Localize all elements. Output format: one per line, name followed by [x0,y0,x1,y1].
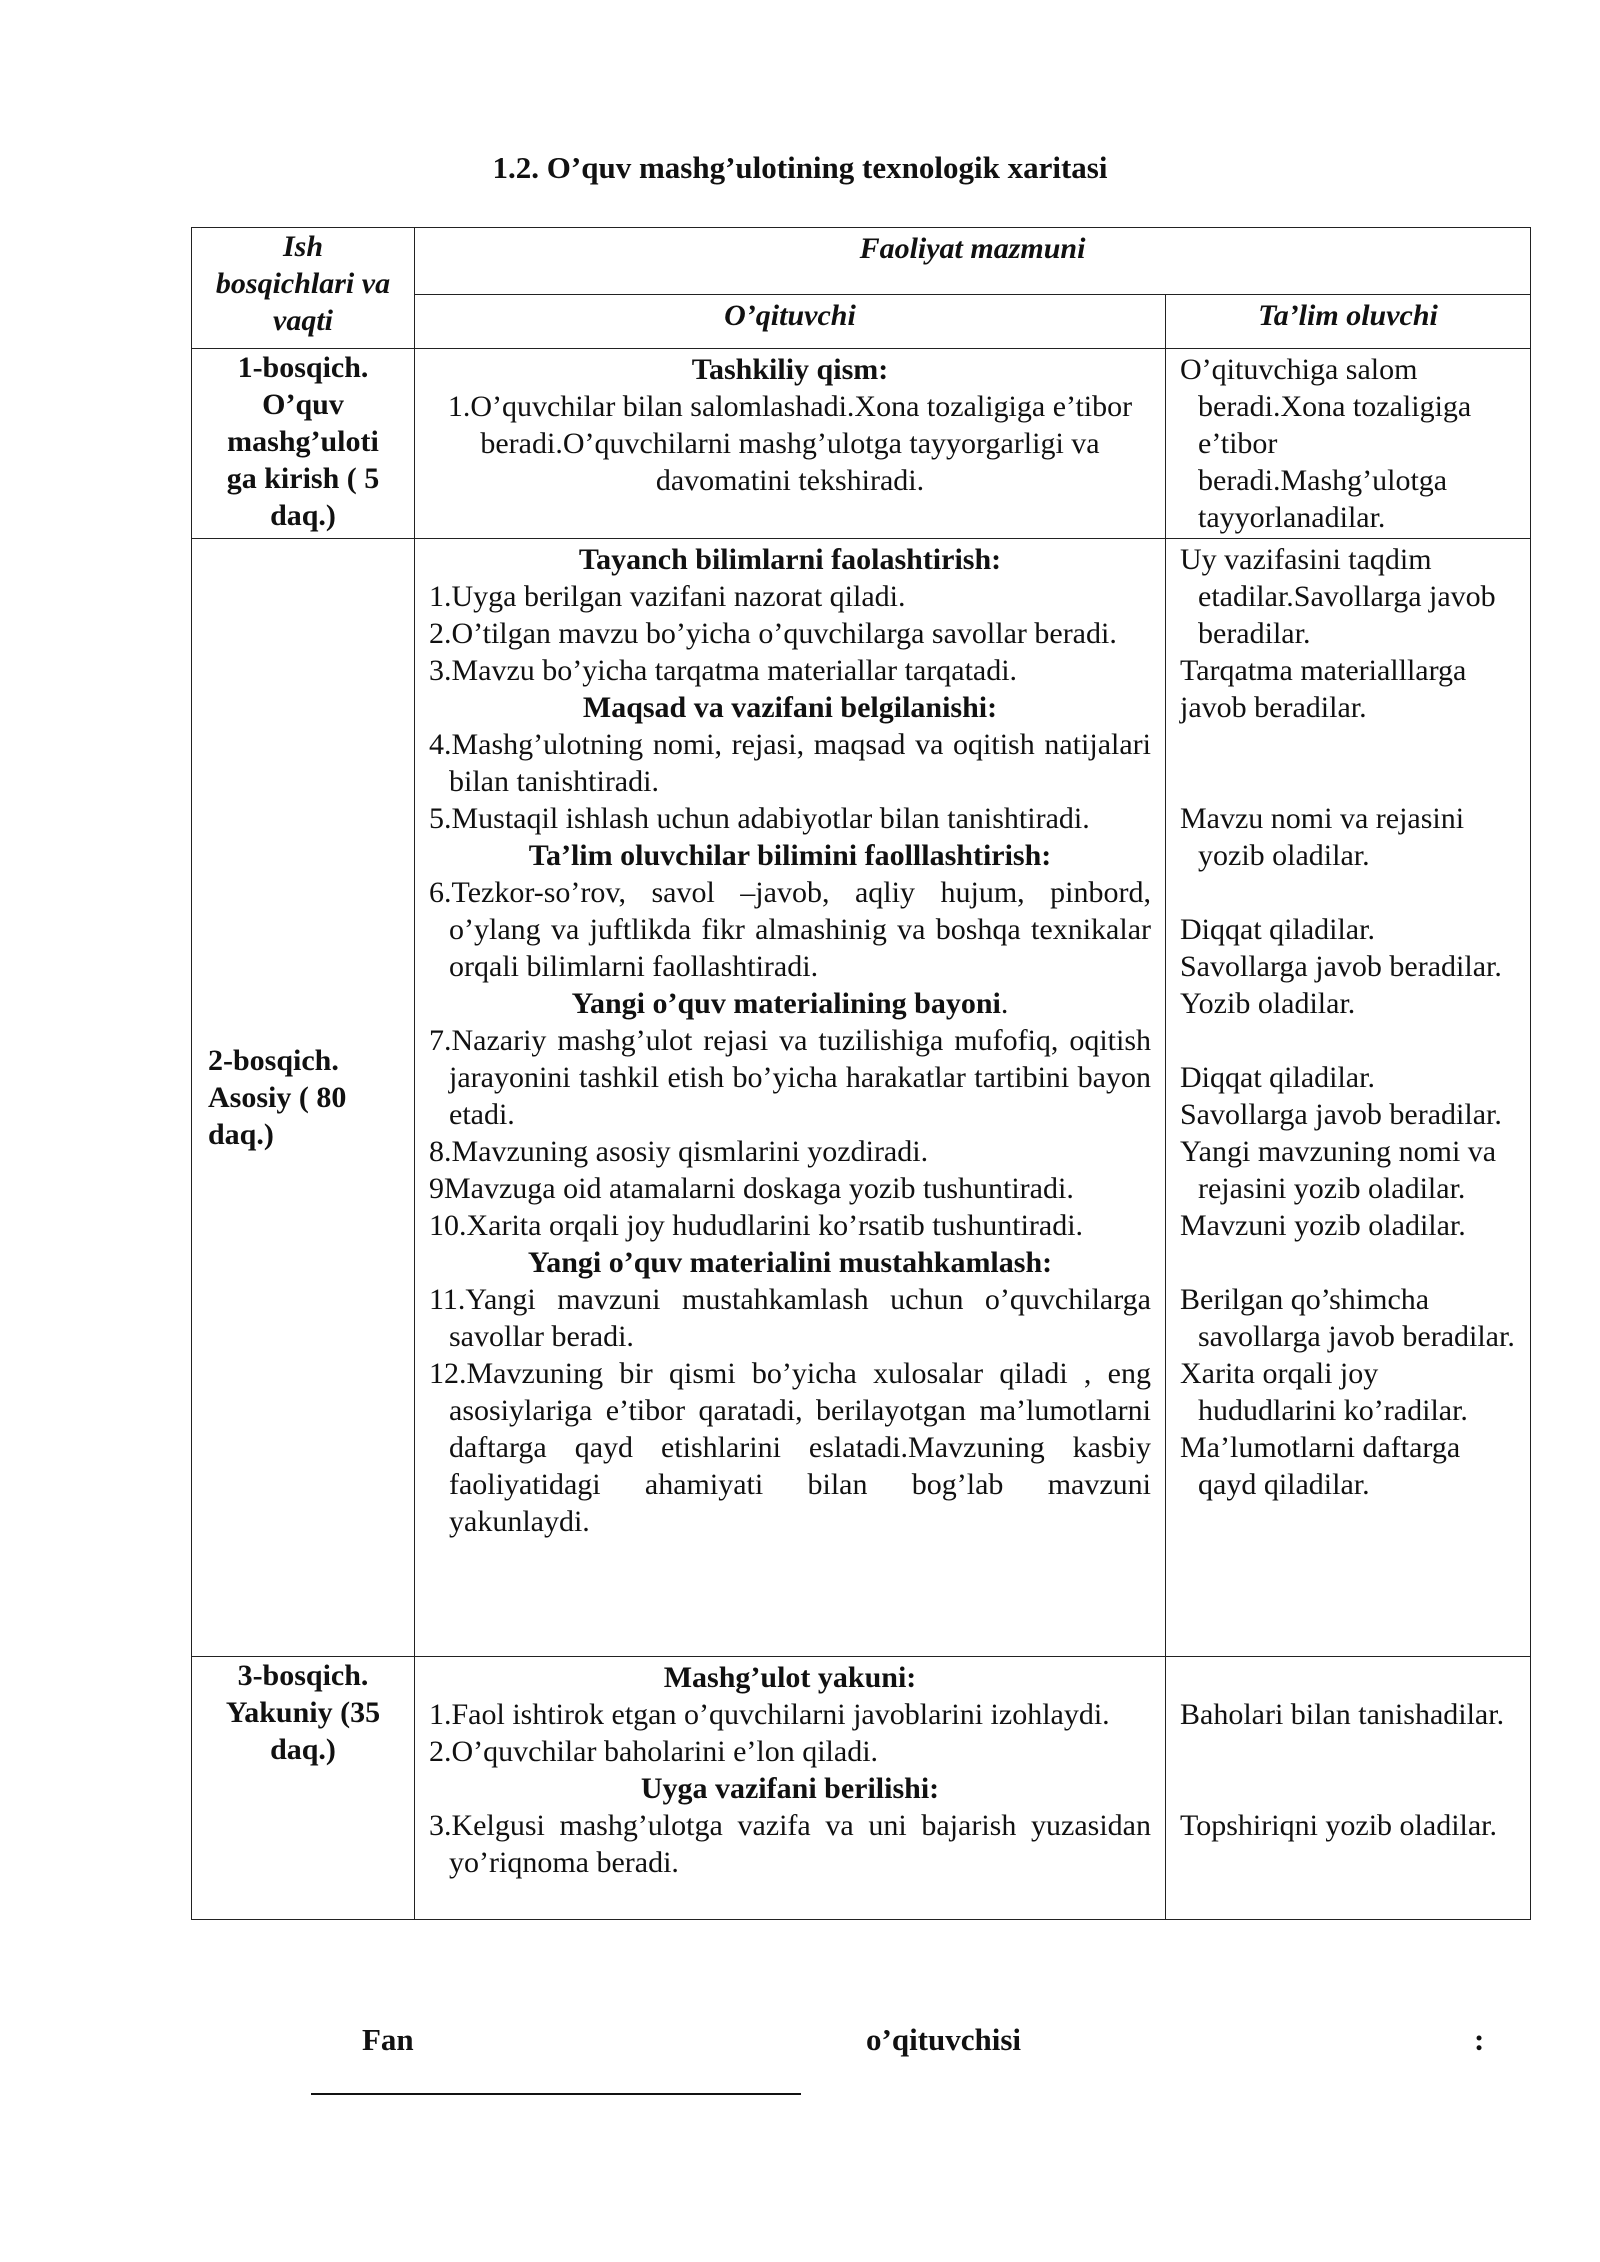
signature-line [311,2093,801,2095]
list-item: 11.Yangi mavzuni mustahkamlash uchun o’quvchilarga savollar beradi. [429,1283,1151,1353]
list-item: 10.Xarita orqali joy hududlarini ko’rsatib tushuntiradi. [429,1209,1084,1242]
section-heading: Tashkiliy qism: [691,353,889,386]
teacher-cell [415,349,1166,539]
section-heading: Uyga vazifani berilishi: [640,1772,940,1805]
student-text: Uy vazifasini taqdim etadilar.Savollarga javob beradilar. [1180,543,1496,650]
student-text: javob beradilar. [1180,691,1367,724]
list-item: 2.O’tilgan mavzu bo’yicha o’quvchilarga savollar beradi. [429,617,1117,650]
header-activity: Faoliyat mazmuni [415,228,1531,295]
list-item: 7.Nazariy mashg’ulot rejasi va tuzilishiga mufofiq, oqitish jarayonini tashkil etish bo’yicha harakatlar tartibini bayon etadi. [429,1024,1151,1131]
header-stages: Ish bosqichlari va vaqti [192,228,415,349]
section-heading: Tayanch bilimlarni faolashtirish: [578,543,1002,576]
header-student: Ta’lim oluvchi [1166,295,1531,349]
student-text: Topshiriqni yozib oladilar. [1180,1809,1498,1842]
section-heading: Yangi o’quv materialining bayoni [571,987,1001,1020]
student-text: Berilgan qo’shimcha savollarga javob beradilar. [1180,1283,1515,1353]
teacher-text: 1.O’quvchilar bilan salomlashadi.Xona tozaligiga e’tibor beradi.O’quvchilarni mashg’ulotga tayyorgarligi va davomatini tekshiradi. [447,390,1133,497]
list-item: 9Mavzuga oid atamalarni doskaga yozib tushuntiradi. [429,1172,1074,1205]
student-text: Baholari bilan tanishadilar. [1180,1698,1505,1731]
stage-2: 2-bosqich. Asosiy ( 80 daq.) [192,539,415,1657]
section-heading: Mashg’ulot yakuni: [663,1661,917,1694]
table-row [192,539,1531,1657]
teacher-cell [415,539,1166,1657]
student-text: Mavzu nomi va rejasini yozib oladilar. [1180,802,1465,872]
table-row [192,1657,1531,1920]
document-title: 1.2. O’quv mashg’ulotining texnologik xaritasi [492,150,1108,185]
student-text: Diqqat qiladilar. [1180,1061,1375,1094]
footer-colon: : [1474,2022,1485,2057]
footer-teacher-label: o’qituvchisi [866,2022,1022,2057]
list-item: 8.Mavzuning asosiy qismlarini yozdiradi. [429,1135,929,1168]
student-text: Savollarga javob beradilar. [1180,950,1502,983]
list-item: 12.Mavzuning bir qismi bo’yicha xulosalar qiladi , eng asosiylariga e’tibor qaratadi, berilayotgan ma’lumotlarni daftarga qayd etishlarini eslatadi.Mavzuning kasbiy faoliyatidagi ahamiyati bilan bog’lab mavzuni yakunlaydi. [429,1357,1151,1538]
list-item: 4.Mashg’ulotning nomi, rejasi, maqsad va oqitish natijalari bilan tanishtiradi. [429,728,1151,798]
teacher-cell [415,1657,1166,1920]
header-teacher: O’qituvchi [415,295,1166,349]
student-cell [1166,1657,1531,1920]
student-text: Xarita orqali joy hududlarini ko’radilar. [1180,1357,1468,1427]
student-text: Mavzuni yozib oladilar. [1180,1209,1466,1242]
student-text: Diqqat qiladilar. [1180,913,1375,946]
list-item: 1.Uyga berilgan vazifani nazorat qiladi. [429,580,906,613]
student-text: Tarqatma materialllarga [1180,654,1467,687]
list-item: 2.O’quvchilar baholarini e’lon qiladi. [429,1735,879,1768]
stage-1: 1-bosqich. O’quv mashg’uloti ga kirish ( 5 daq.) [192,349,415,539]
student-text: Yangi mavzuning nomi va rejasini yozib oladilar. [1180,1135,1497,1205]
student-text: Yozib oladilar. [1180,987,1356,1020]
technological-map-table [191,227,1531,1920]
student-text: O’qituvchiga salom beradi.Xona tozaligiga e’tibor beradi.Mashg’ulotga tayyorlanadilar. [1180,353,1472,534]
list-item: 3.Kelgusi mashg’ulotga vazifa va uni bajarish yuzasidan yo’riqnoma beradi. [429,1809,1151,1879]
list-item: 3.Mavzu bo’yicha tarqatma materiallar tarqatadi. [429,654,1018,687]
student-text: Savollarga javob beradilar. [1180,1098,1502,1131]
student-text: Ma’lumotlarni daftarga qayd qiladilar. [1180,1431,1461,1501]
section-heading: Yangi o’quv materialini mustahkamlash: [527,1246,1053,1279]
section-heading-wrap: Yangi o’quv materialining bayoni. [571,987,1009,1020]
list-item: 5.Mustaqil ishlash uchun adabiyotlar bilan tanishtiradi. [429,802,1090,835]
student-cell [1166,539,1531,1657]
student-cell [1166,349,1531,539]
table-row [192,349,1531,539]
footer-fan-label: Fan [362,2022,414,2057]
list-item: 1.Faol ishtirok etgan o’quvchilarni javoblarini izohlaydi. [429,1698,1110,1731]
section-heading: Ta’lim oluvchilar bilimini faolllashtirish: [528,839,1052,872]
stage-3: 3-bosqich. Yakuniy (35 daq.) [192,1657,415,1920]
list-item: 6.Tezkor-so’rov, savol –javob, aqliy hujum, pinbord, o’ylang va juftlikda fikr almashinig va boshqa texnikalar orqali bilimlarni faollashtiradi. [429,876,1151,983]
section-heading: Maqsad va vazifani belgilanishi: [582,691,998,724]
